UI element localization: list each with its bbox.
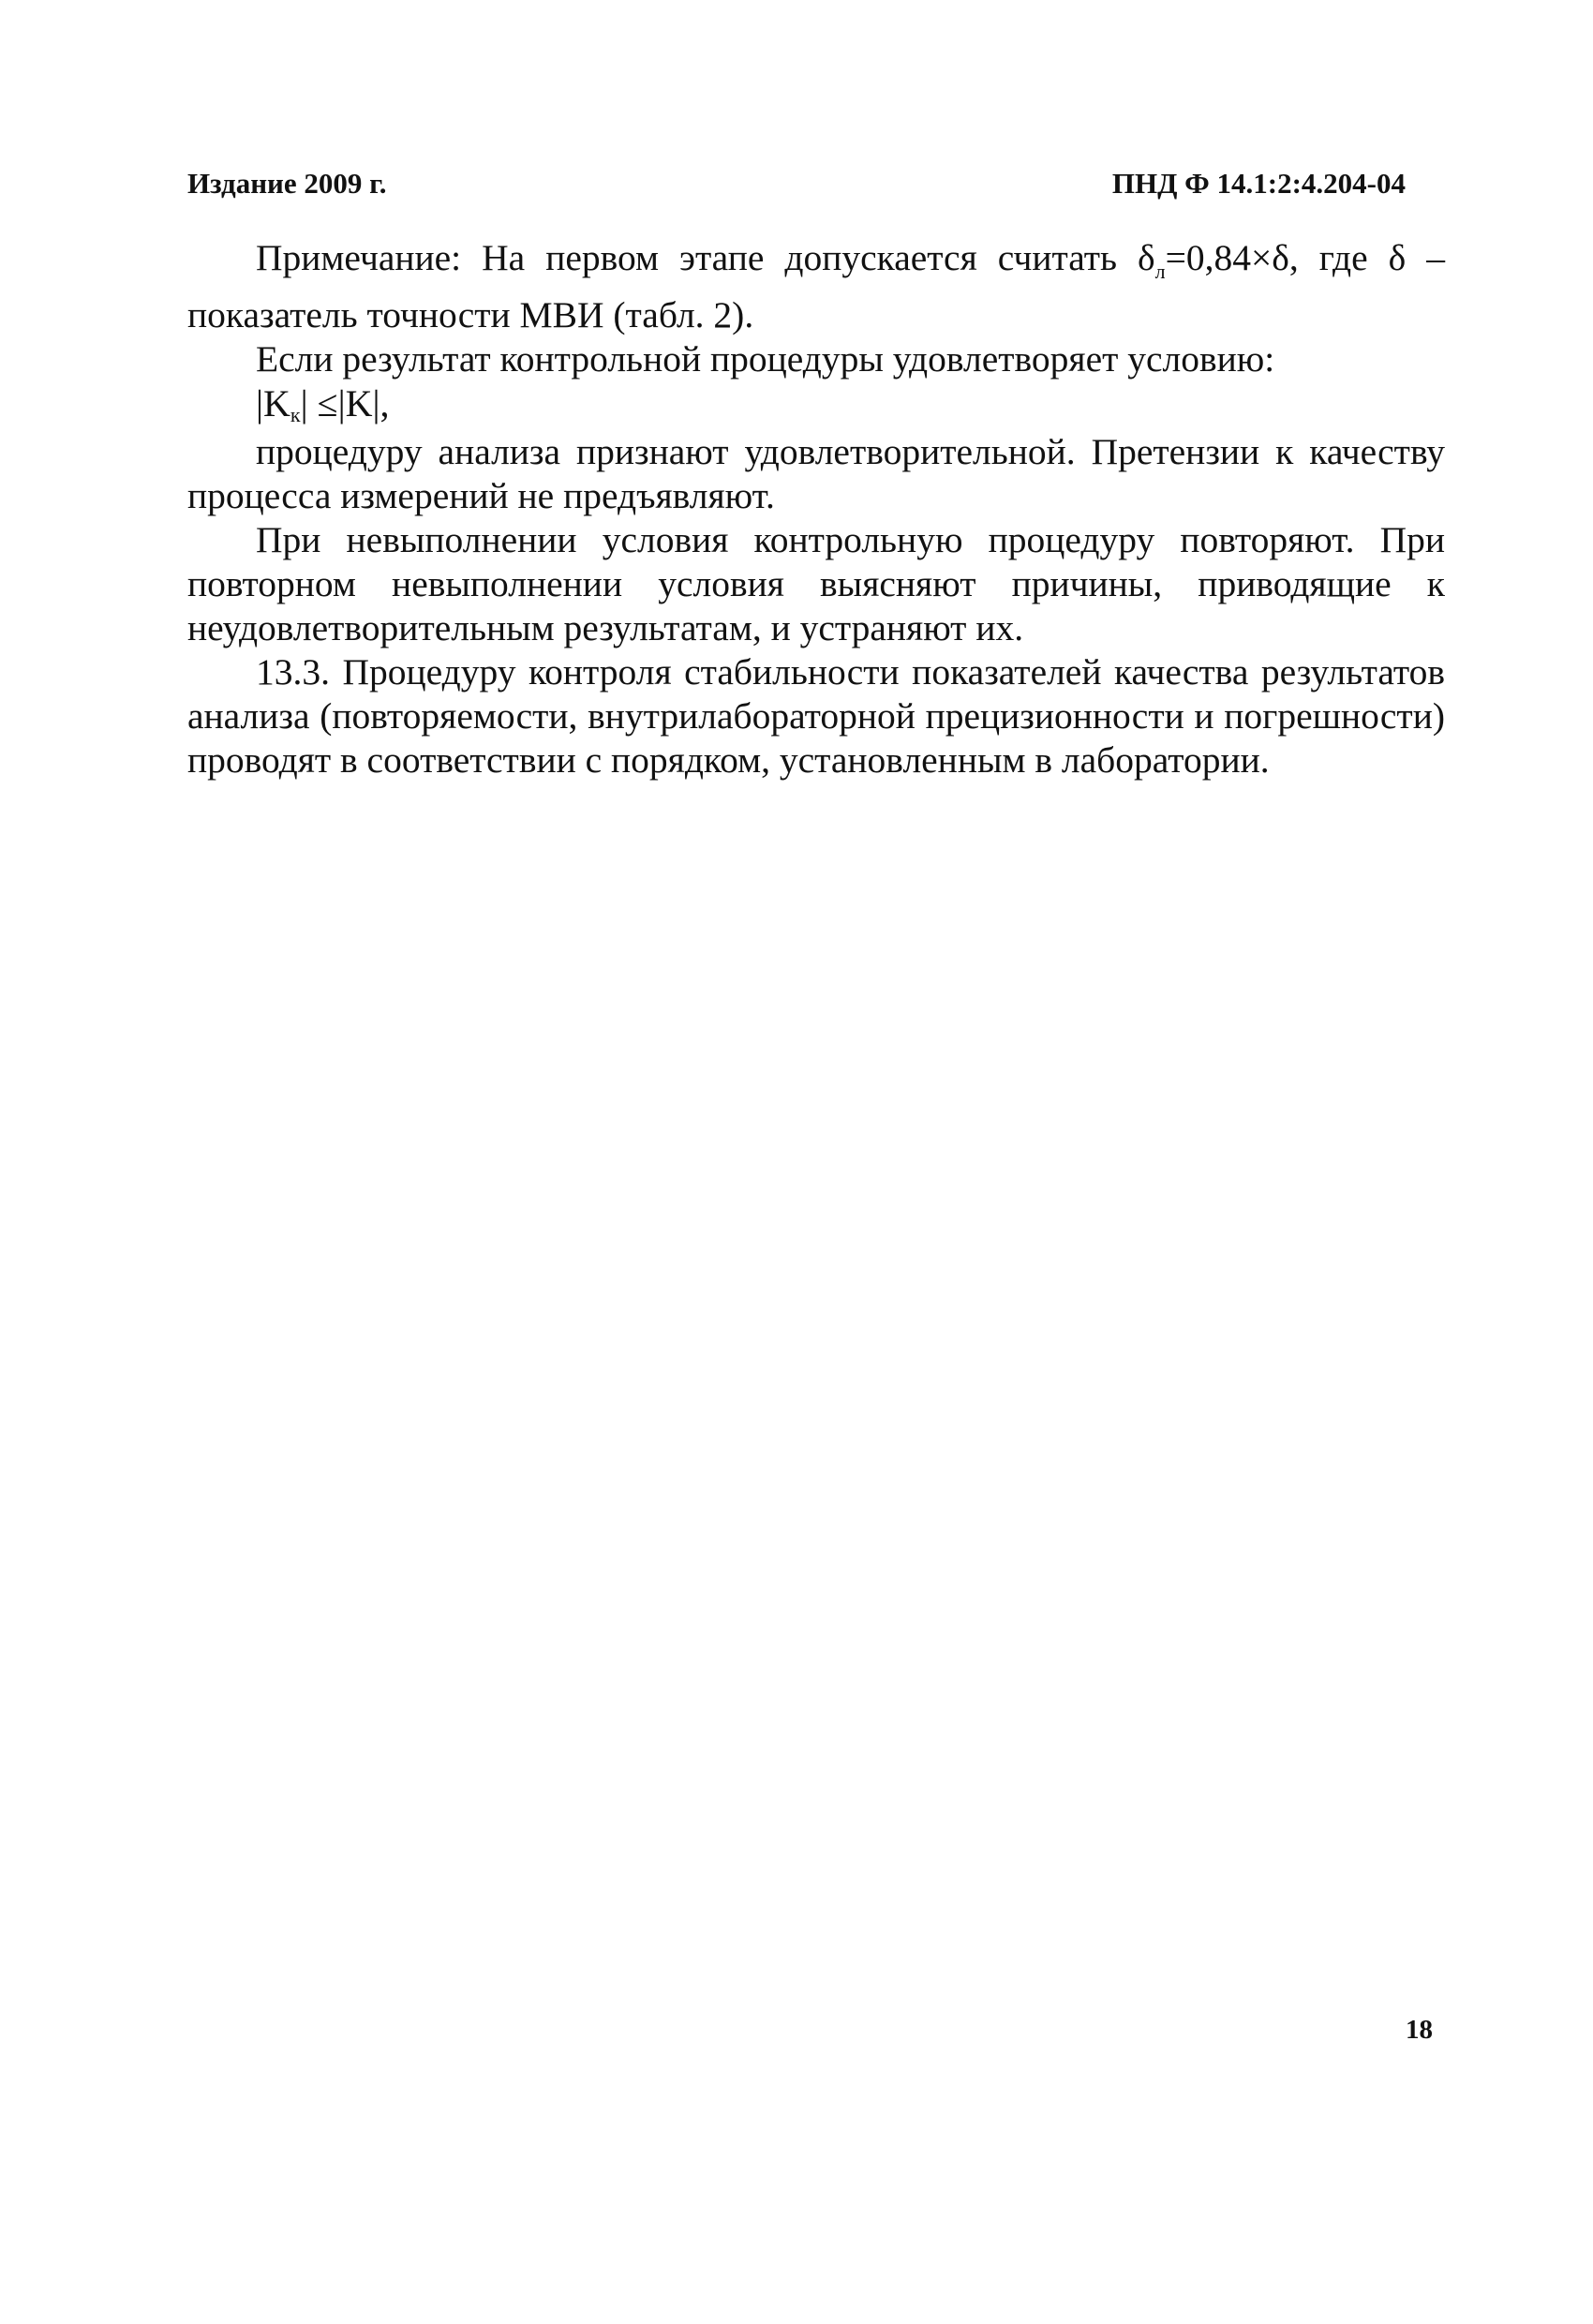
formula-right-symbol: K [345, 381, 373, 425]
formula-trailing: , [380, 381, 390, 425]
note-text-rest: =0,84×δ, где δ – показатель точности МВИ (табл. 2). [187, 237, 1445, 335]
formula-left-symbol: K [263, 381, 290, 425]
document-code: ПНД Ф 14.1:2:4.204-04 [1111, 167, 1406, 200]
page-header [187, 167, 1406, 204]
condition-intro: Если результат контрольной процедуры удовлетворяет условию: [256, 337, 1275, 380]
section-13-3-paragraph: 13.3. Процедуру контроля стабильности показателей качества результатов анализа (повторяемости, внутрилабораторной прецизионности и погрешности) проводят в соответствии с порядком, установленным в лаборатории. [187, 650, 1445, 781]
repeat-paragraph: При невыполнении условия контрольную процедуру повторяют. При повторном невыполнении условия выясняют причины, приводящие к неудовлетворительным результатам, и устраняют их. [187, 518, 1445, 648]
condition-formula: $|K_к| \le|K|$, [256, 381, 390, 426]
page-number: 18 [1406, 2015, 1433, 2045]
result-paragraph: процедуру анализа признают удовлетворительной. Претензии к качеству процесса измерений не предъявляют. [187, 430, 1445, 516]
formula-operator: ≤ [317, 381, 338, 425]
formula-left-sub: к [290, 402, 301, 426]
note-paragraph [187, 236, 1445, 337]
note-subscript: л [1154, 259, 1166, 283]
document-body [187, 236, 1445, 782]
note-text: Примечание: На первом этапе допускается считать δ [256, 237, 1155, 278]
edition-label: Издание 2009 г. [187, 167, 387, 200]
